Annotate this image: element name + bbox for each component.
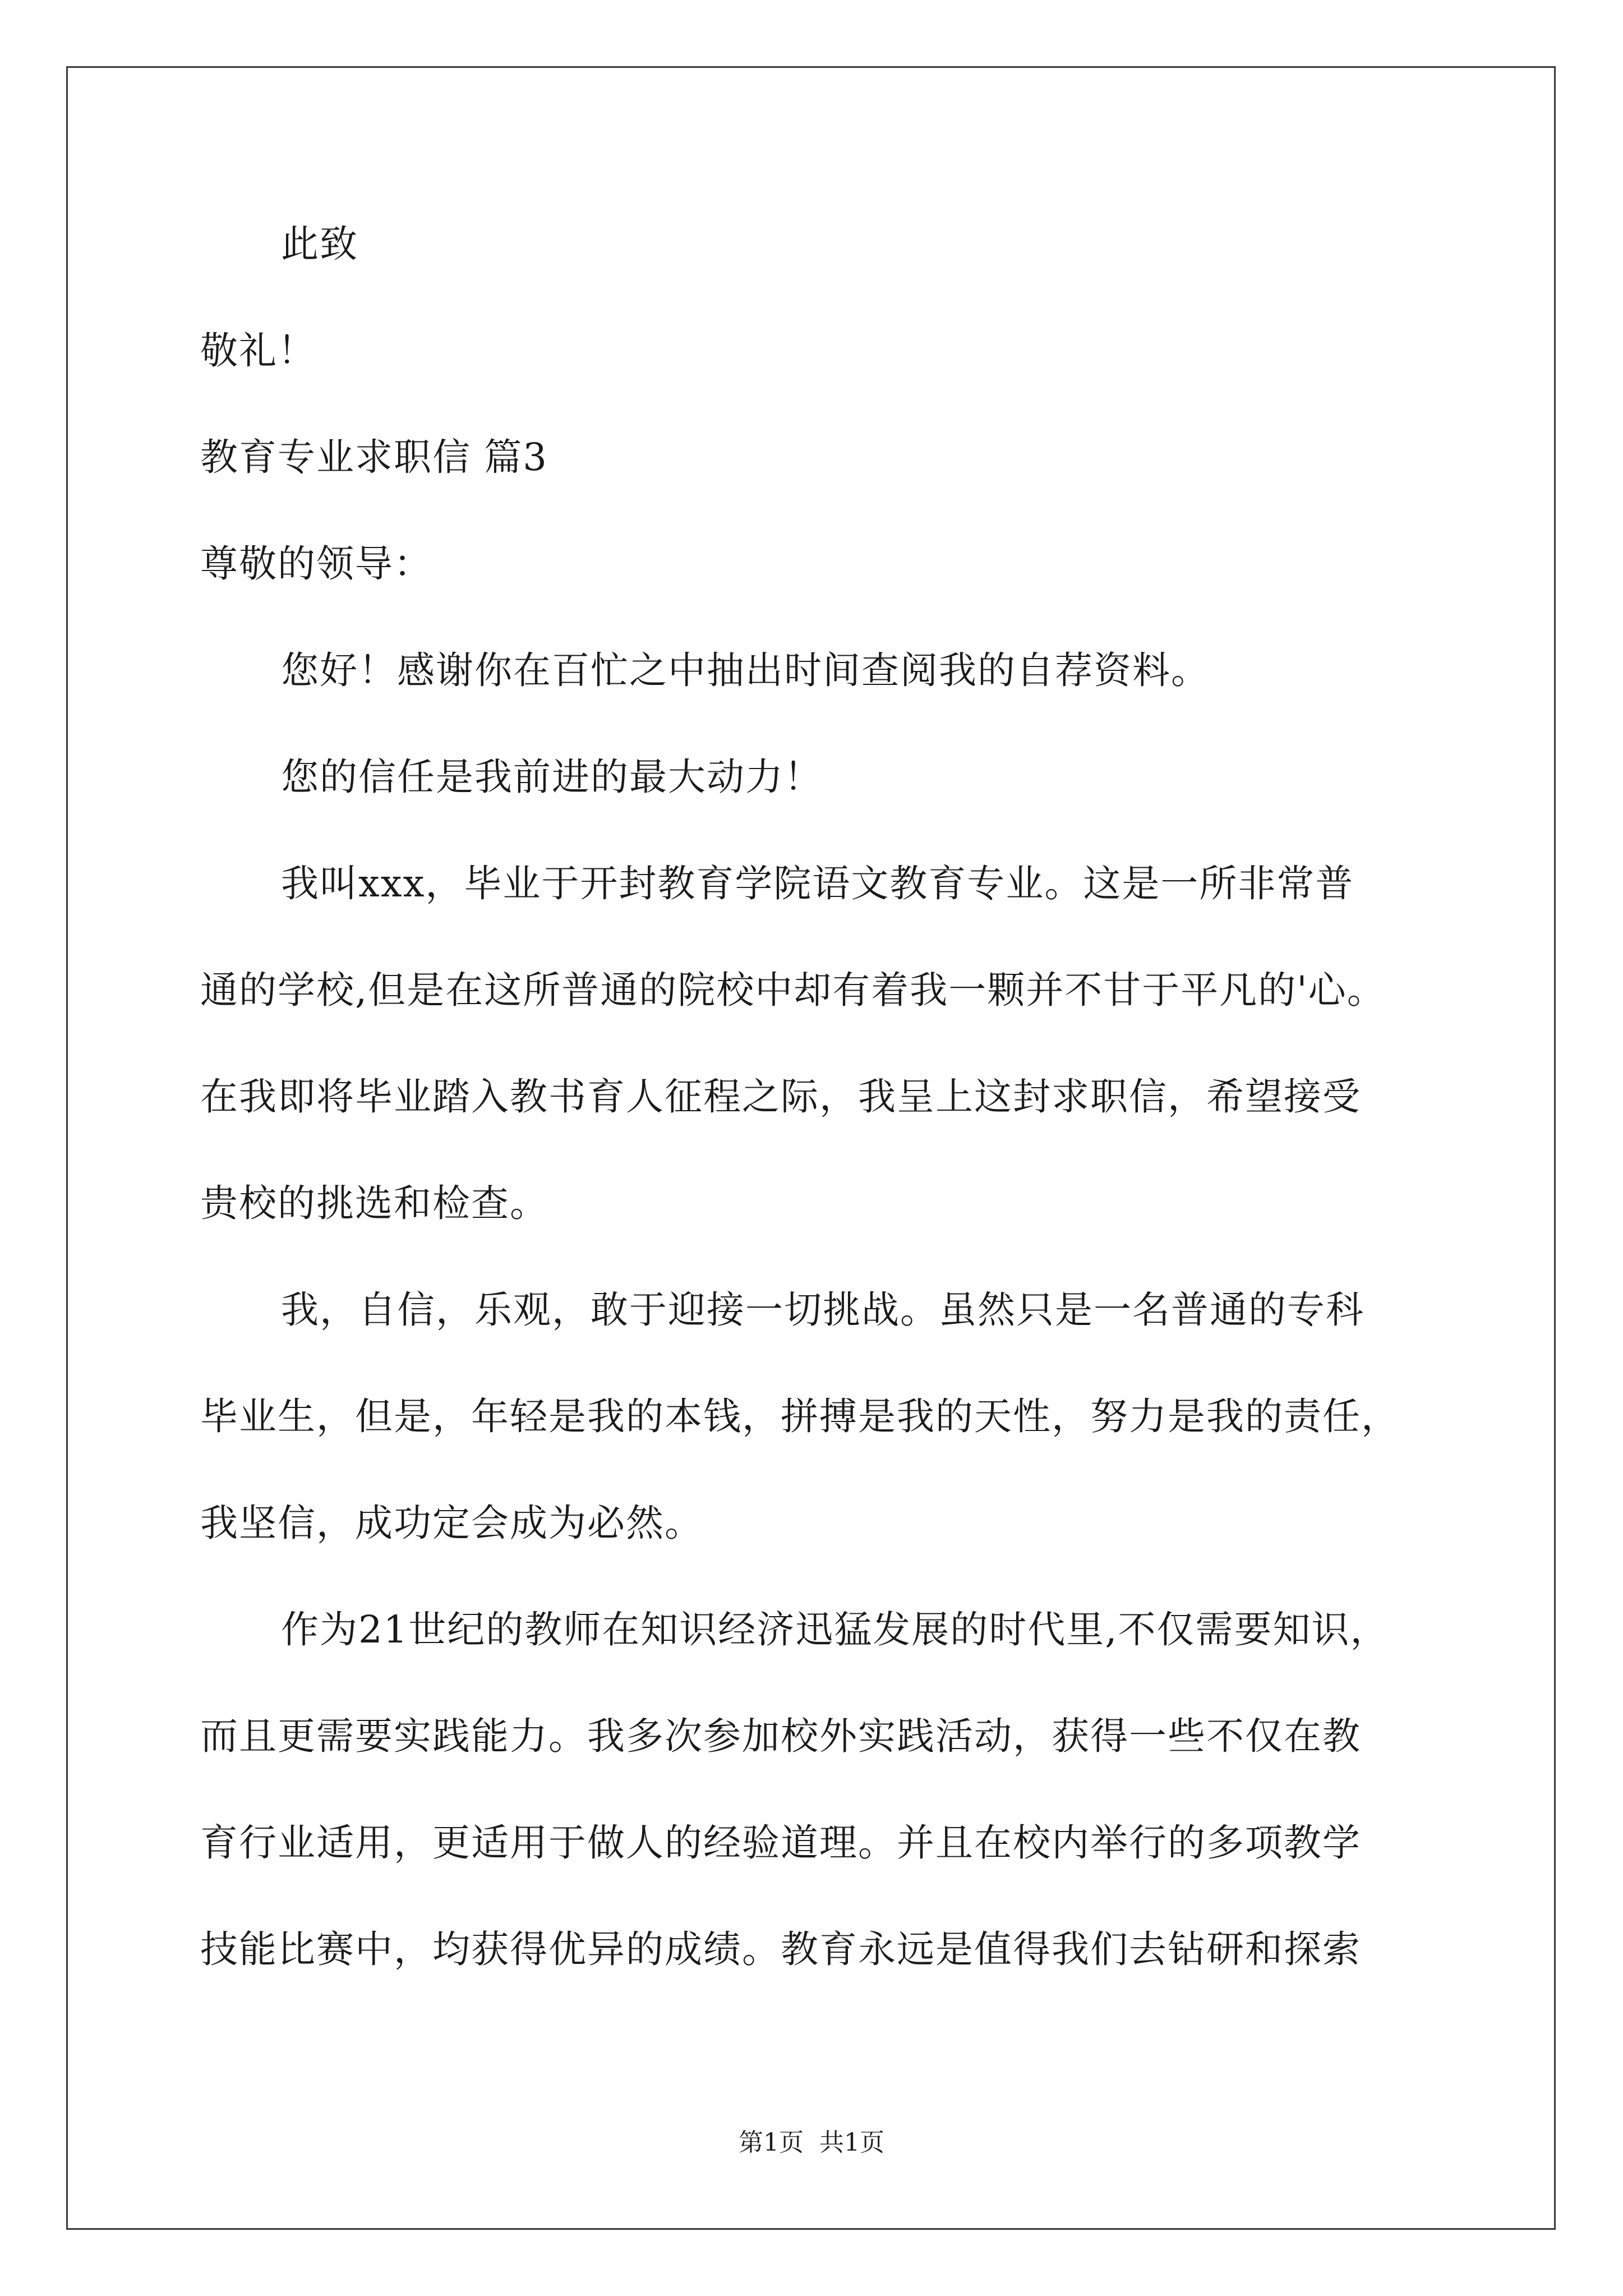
paragraph-line: 您的信任是我前进的最大动力！ bbox=[281, 755, 823, 799]
paragraph-line: 我叫xxx，毕业于开封教育学院语文教育专业。这是一所非常普 bbox=[281, 862, 1354, 905]
page-footer bbox=[0, 2126, 1623, 2160]
paragraph-line: 贵校的挑选和检查。 bbox=[200, 1181, 548, 1225]
paragraph-line: 技能比赛中，均获得优异的成绩。教育永远是值得我们去钻研和探索 bbox=[200, 1927, 1361, 1971]
paragraph-line: 我，自信，乐观，敢于迎接一切挑战。虽然只是一名普通的专科 bbox=[281, 1288, 1364, 1332]
page-total: 共1页 bbox=[819, 2128, 884, 2157]
paragraph-line: 通的学校,但是在这所普通的院校中却有着我一颗并不甘于平凡的'心。 bbox=[200, 968, 1386, 1012]
paragraph-line: 作为21世纪的教师在知识经济迅猛发展的时代里,不仅需要知识， bbox=[281, 1608, 1389, 1651]
paragraph-line: 我坚信，成功定会成为必然。 bbox=[200, 1501, 703, 1545]
closing-regards: 敬礼！ bbox=[200, 329, 316, 372]
paragraph-line: 毕业生，但是，年轻是我的本钱，拼搏是我的天性，努力是我的责任， bbox=[200, 1395, 1400, 1438]
paragraph-line: 育行业适用，更适用于做人的经验道理。并且在校内举行的多项教学 bbox=[200, 1821, 1361, 1865]
page-number: 第1页 bbox=[739, 2128, 804, 2157]
greeting: 尊敬的领导： bbox=[200, 542, 432, 586]
closing-salutation: 此致 bbox=[281, 222, 358, 266]
section-heading: 教育专业求职信 篇3 bbox=[200, 435, 548, 479]
paragraph-line: 在我即将毕业踏入教书育人征程之际，我呈上这封求职信，希望接受 bbox=[200, 1075, 1361, 1119]
paragraph-line: 您好！感谢你在百忙之中抽出时间查阅我的自荐资料。 bbox=[281, 648, 1210, 692]
paragraph-line: 而且更需要实践能力。我多次参加校外实践活动，获得一些不仅在教 bbox=[200, 1714, 1361, 1758]
page-border bbox=[66, 66, 1556, 2230]
